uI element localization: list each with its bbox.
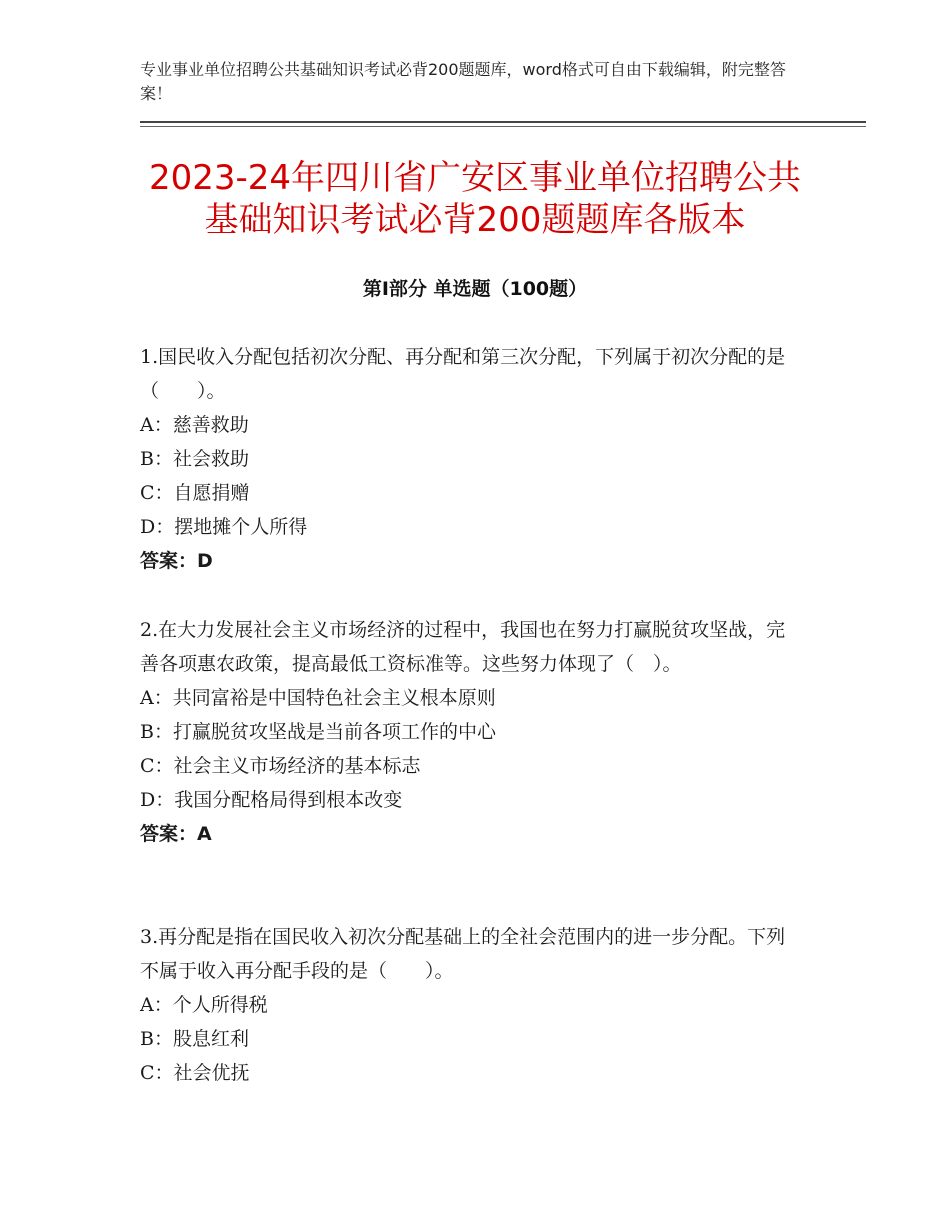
question-stem: 2.在大力发展社会主义市场经济的过程中，我国也在努力打赢脱贫攻坚战，完善各项惠农政策，提高最低工资标准等。这些努力体现了（ ）。 [140,619,786,675]
title-line-2: 基础知识考试必背200题题库各版本 [204,200,746,240]
option-b: B：打赢脱贫攻坚战是当前各项工作的中心 [140,721,496,743]
question-stem: 1.国民收入分配包括初次分配、再分配和第三次分配，下列属于初次分配的是（ ）。 [140,346,786,402]
title-line-1: 2023-24年四川省广安区事业单位招聘公共 [148,158,802,198]
option-a: A：个人所得税 [140,994,268,1016]
question-3 [140,920,800,1090]
option-c: C：社会优抚 [140,1062,250,1084]
option-b: B：社会救助 [140,448,249,470]
header-divider-thin [140,126,866,127]
option-a: A：慈善救助 [140,414,249,436]
option-a: A：共同富裕是中国特色社会主义根本原则 [140,687,496,709]
option-b: B：股息红利 [140,1028,249,1050]
header-note: 专业事业单位招聘公共基础知识考试必背200题题库，word格式可自由下载编辑，附完整答案！ [140,60,786,103]
option-d: D：我国分配格局得到根本改变 [140,789,403,811]
question-stem: 3.再分配是指在国民收入初次分配基础上的全社会范围内的进一步分配。下列不属于收入再分配手段的是（ ）。 [140,926,786,982]
header-divider-thick [140,121,866,123]
option-c: C：社会主义市场经济的基本标志 [140,755,421,777]
document-title [100,157,850,241]
question-2 [140,613,800,851]
option-d: D：摆地摊个人所得 [140,516,308,538]
section-title: 第Ⅰ部分 单选题（100题） [362,278,588,300]
option-c: C：自愿捐赠 [140,482,250,504]
answer: 答案：A [140,823,212,845]
answer: 答案：D [140,550,213,572]
question-1 [140,340,800,578]
